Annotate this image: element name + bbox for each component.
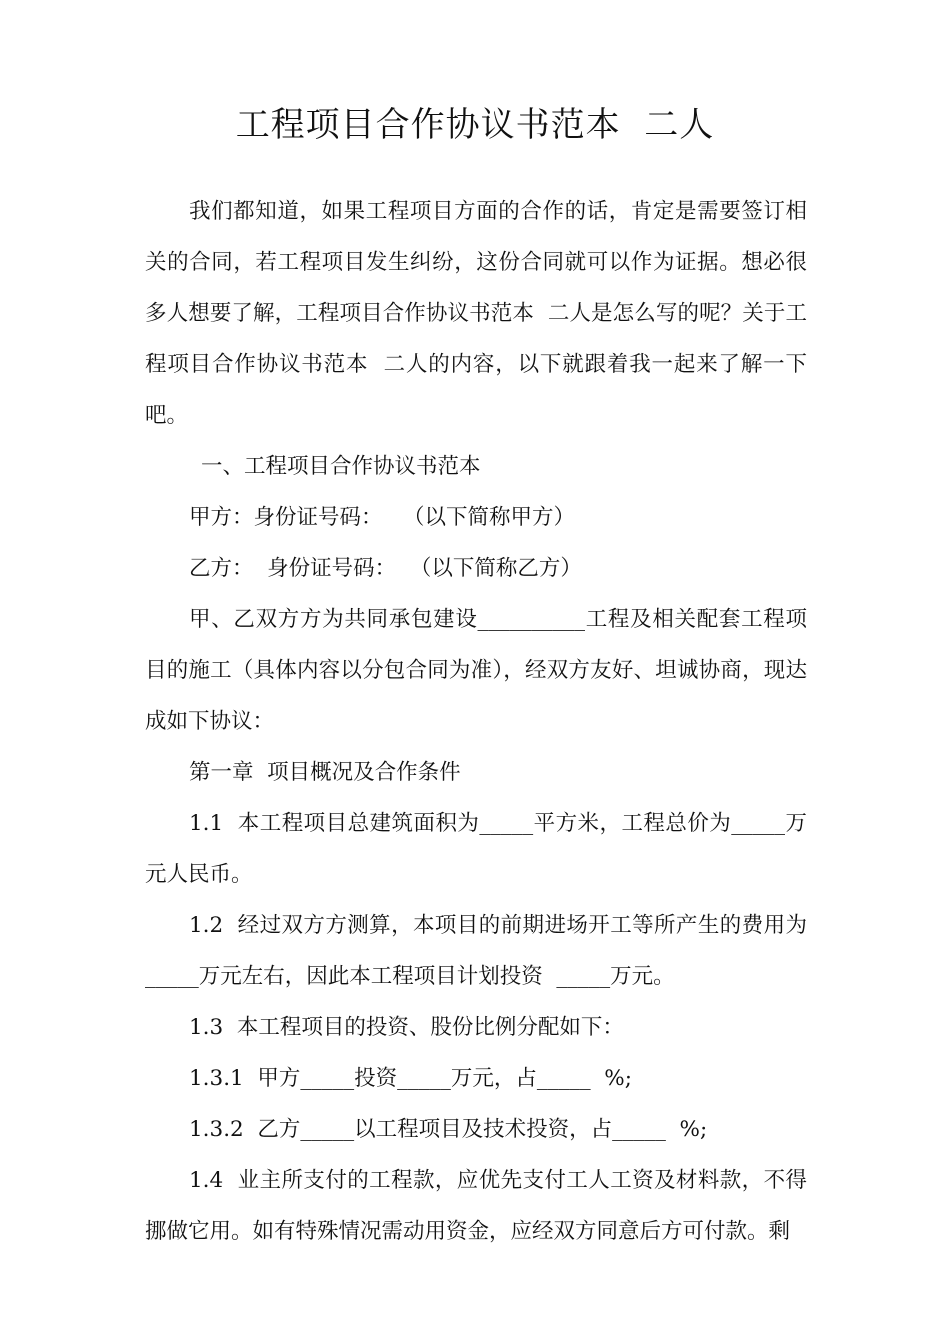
clause-1-2: 1.2 经过双方方测算，本项目的前期进场开工等所产生的费用为_____万元左右，因此本工程项目计划投资 _____万元。 [145,913,807,989]
intro-paragraph: 我们都知道，如果工程项目方面的合作的话，肯定是需要签订相关的合同，若工程项目发生纠纷，这份合同就可以作为证据。想必很多人想要了解，工程项目合作协议书范本 二人是怎么写的呢？关于工程项目合作协议书范本 二人的内容，以下就跟着我一起来了解一下吧。 [145,199,807,428]
section-heading: 一、工程项目合作协议书范本 [201,454,481,479]
party-a-line: 甲方：身份证号码： （以下简称甲方） [189,505,576,530]
clause-1-3-2: 1.3.2 乙方_____以工程项目及技术投资，占_____ %; [189,1117,708,1142]
clause-1-3-1: 1.3.1 甲方_____投资_____万元，占_____ %; [189,1066,632,1091]
document-title: 工程项目合作协议书范本 二人 [235,105,715,145]
agreement-preamble: 甲、乙双方方为共同承包建设__________工程及相关配套工程项目的施工（具体内容以分包合同为准），经双方友好、坦诚协商，现达成如下协议： [145,607,807,734]
party-b-line: 乙方： 身份证号码： （以下简称乙方） [189,556,582,581]
clause-1-4: 1.4 业主所支付的工程款，应优先支付工人工资及材料款，不得挪做它用。如有特殊情况需动用资金，应经双方同意后方可付款。剩 [145,1168,807,1244]
chapter-heading: 第一章 项目概况及合作条件 [189,760,461,785]
document-body [145,186,807,1257]
clause-1-3: 1.3 本工程项目的投资、股份比例分配如下： [189,1015,624,1040]
clause-1-1: 1.1 本工程项目总建筑面积为_____平方米，工程总价为_____万元人民币。 [145,811,807,887]
